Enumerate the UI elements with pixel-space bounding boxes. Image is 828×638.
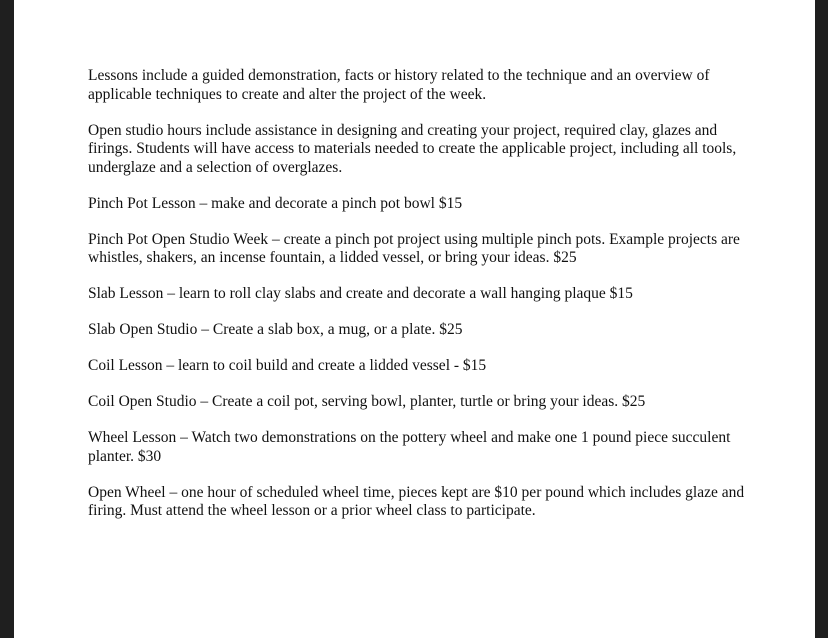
- slab-open-studio-item: Slab Open Studio – Create a slab box, a mug, or a plate. $25: [88, 321, 463, 338]
- intro-lessons-paragraph: Lessons include a guided demonstration, facts or history related to the technique and an overview of applicable techniques to create and alter the project of the week.: [88, 67, 710, 103]
- coil-open-studio-item: Coil Open Studio – Create a coil pot, serving bowl, planter, turtle or bring your ideas. $25: [88, 393, 646, 410]
- pinch-pot-open-studio-item: Pinch Pot Open Studio Week – create a pinch pot project using multiple pinch pots. Example projects are whistles, shakers, an incense fountain, a lidded vessel, or bring your ideas. $25: [88, 230, 740, 266]
- intro-open-studio-paragraph: Open studio hours include assistance in designing and creating your project, required clay, glazes and firings. Students will have access to materials needed to create the applicable project, including all tools, underglaze and a selection of overglazes.: [88, 121, 737, 176]
- document-page[interactable]: [14, 0, 815, 638]
- slab-lesson-item: Slab Lesson – learn to roll clay slabs and create and decorate a wall hanging plaque $15: [88, 285, 633, 302]
- open-wheel-item: Open Wheel – one hour of scheduled wheel time, pieces kept are $10 per pound which includes glaze and firing. Must attend the wheel lesson or a prior wheel class to participate.: [88, 483, 745, 519]
- document-body: [88, 67, 748, 538]
- wheel-lesson-item: Wheel Lesson – Watch two demonstrations on the pottery wheel and make one 1 pound piece succulent planter. $30: [88, 429, 731, 465]
- pinch-pot-lesson-item: Pinch Pot Lesson – make and decorate a pinch pot bowl $15: [88, 194, 463, 212]
- coil-lesson-item: Coil Lesson – learn to coil build and create a lidded vessel - $15: [88, 357, 487, 374]
